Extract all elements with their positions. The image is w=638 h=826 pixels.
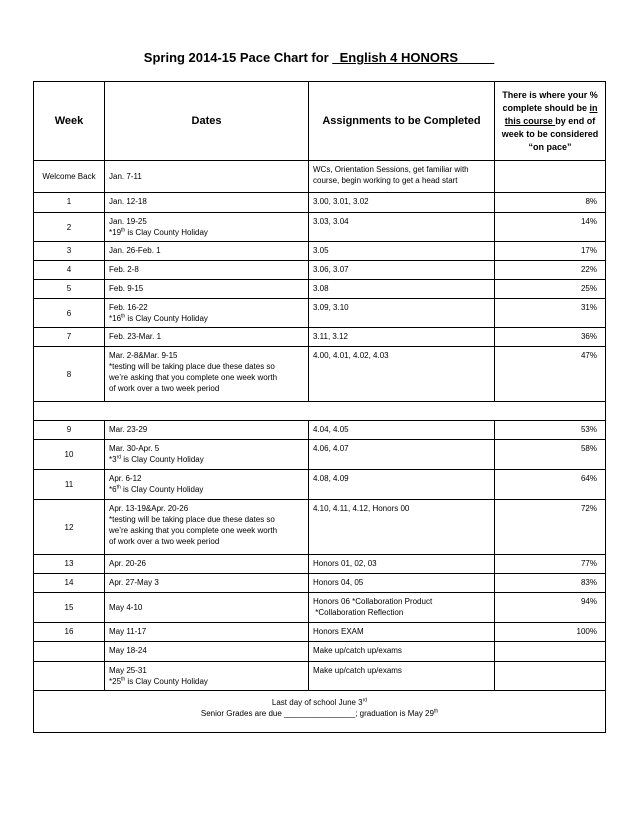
pace-chart-table (33, 81, 606, 733)
table-row: 11 Apr. 6-12 *6th is Clay County Holiday 4.08, 4.09 64% (34, 470, 606, 500)
header-dates: Dates (105, 82, 309, 161)
header-row (34, 82, 606, 161)
title-prefix: Spring 2014-15 Pace Chart for (143, 50, 333, 65)
table-row: 3 Jan. 26-Feb. 1 3.05 17% (34, 242, 606, 261)
table-row: 1 Jan. 12-18 3.00, 3.01, 3.02 8% (34, 193, 606, 213)
course-name: _English 4 HONORS_____ (332, 50, 495, 65)
table-row: May 18-24 Make up/catch up/exams (34, 642, 606, 662)
table-row: 6 Feb. 16-22 *16th is Clay County Holiday 3.09, 3.10 31% (34, 299, 606, 328)
table-row: 9 Mar. 23-29 4.04, 4.05 53% (34, 421, 606, 440)
table-row: 14 Apr. 27-May 3 Honors 04, 05 83% (34, 574, 606, 593)
senior-grades-text: Senior Grades are due ________________; graduation is May 29 (200, 709, 434, 718)
table-row: 2 Jan. 19-25 *19th is Clay County Holiday 3.03, 3.04 14% (34, 213, 606, 242)
table-row: 12 Apr. 13-19&Apr. 20-26 *testing will be taking place due these dates so we’re asking that you complete one week worth of work over a two week period 4.10, 4.11, 4.12, Honors 00 72% (34, 500, 606, 555)
table-row: 13 Apr. 20-26 Honors 01, 02, 03 77% (34, 555, 606, 574)
table-row: 5 Feb. 9-15 3.08 25% (34, 280, 606, 299)
page-title (0, 50, 638, 65)
table-row: 15 May 4-10 Honors 06 *Collaboration Product *Collaboration Reflection 94% (34, 593, 606, 623)
footer-row: Last day of school June 3rd Senior Grades are due ________________; graduation is May 29th (34, 691, 606, 733)
table-row: 4 Feb. 2-8 3.06, 3.07 22% (34, 261, 606, 280)
spacer-row (34, 402, 606, 421)
table-row: 16 May 11-17 Honors EXAM 100% (34, 623, 606, 642)
header-assignments: Assignments to be Completed (309, 82, 495, 161)
table-row: 10 Mar. 30-Apr. 5 *3rd is Clay County Holiday 4.06, 4.07 58% (34, 440, 606, 470)
table-row: Welcome Back Jan. 7-11 WCs, Orientation Sessions, get familiar with course, begin working to get a head start (34, 161, 606, 193)
table-row: May 25-31 *25th is Clay County Holiday Make up/catch up/exams (34, 662, 606, 691)
table-row: 7 Feb. 23-Mar. 1 3.11, 3.12 36% (34, 328, 606, 347)
header-percent: There is where your % complete should be in this course by end of week to be considered “on pace” (495, 82, 606, 161)
header-week: Week (34, 82, 105, 161)
last-day-text: Last day of school June 3 (271, 698, 363, 707)
table-row: 8 Mar. 2-8&Mar. 9-15 *testing will be taking place due these dates so we’re asking that you complete one week worth of work over a two week period 4.00, 4.01, 4.02, 4.03 47% (34, 347, 606, 402)
